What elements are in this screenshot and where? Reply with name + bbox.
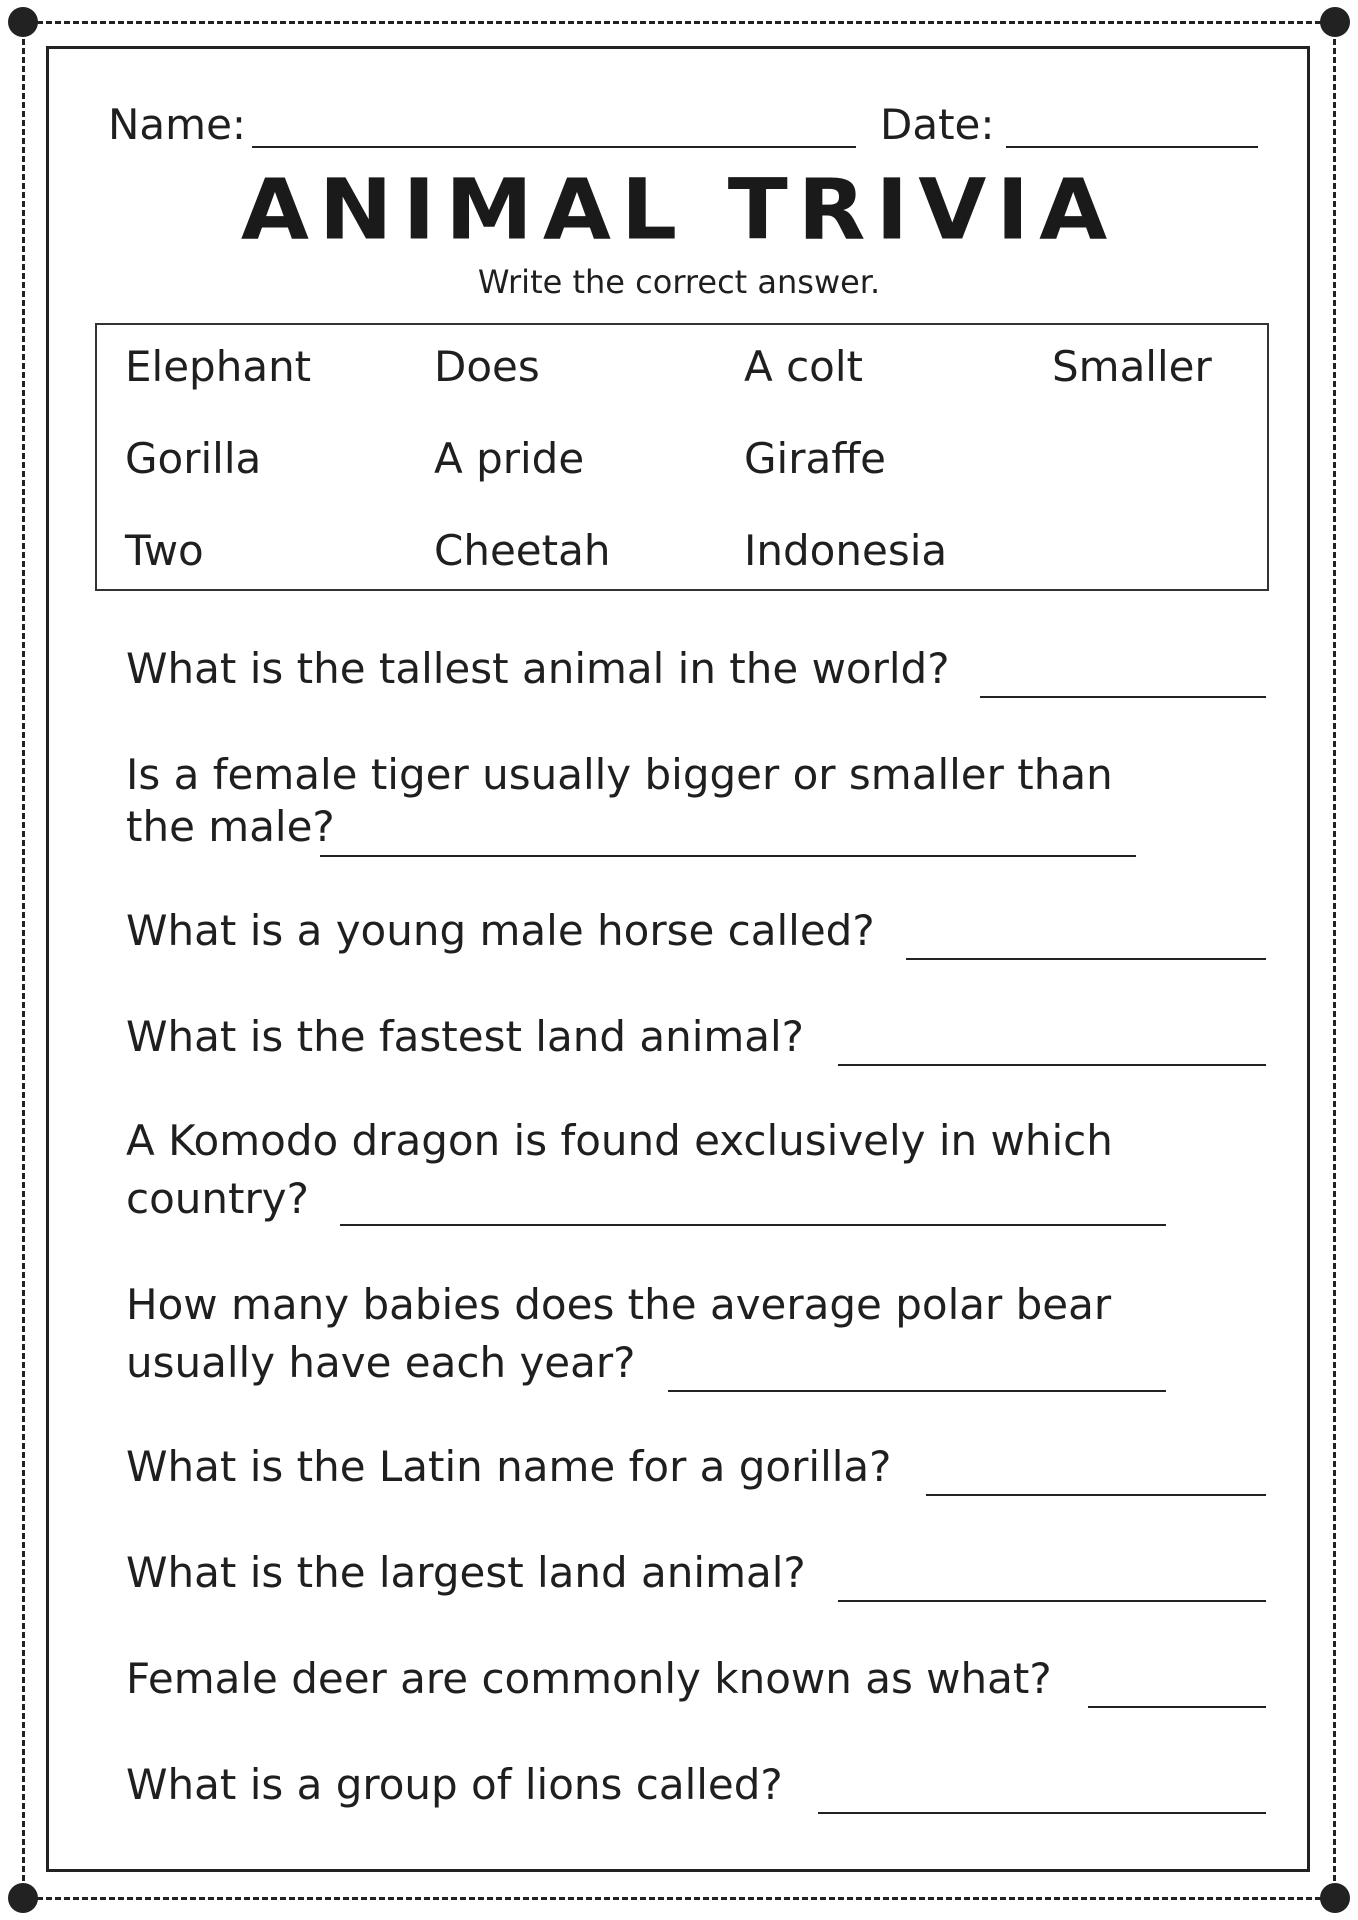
- word-bank-item: Giraffe: [744, 434, 886, 483]
- word-bank-item: Elephant: [125, 342, 312, 391]
- corner-dot-icon: [8, 7, 38, 37]
- corner-dot-icon: [8, 1883, 38, 1913]
- answer-line-2[interactable]: [320, 855, 1136, 857]
- word-bank-item: Two: [125, 526, 204, 575]
- word-bank-item: Does: [434, 342, 540, 391]
- word-bank-item: Indonesia: [744, 526, 948, 575]
- answer-line-9[interactable]: [1088, 1706, 1266, 1708]
- page-title: ANIMAL TRIVIA: [240, 160, 1118, 259]
- top-dashed-border: [28, 21, 1330, 24]
- question-7: What is the Latin name for a gorilla?: [126, 1442, 892, 1491]
- date-label: Date:: [880, 100, 995, 149]
- answer-line-5[interactable]: [340, 1224, 1166, 1226]
- word-bank-item: A pride: [434, 434, 585, 483]
- bottom-dashed-border: [28, 1897, 1330, 1900]
- answer-line-4[interactable]: [838, 1064, 1266, 1066]
- name-label: Name:: [108, 100, 247, 149]
- answer-line-10[interactable]: [818, 1812, 1266, 1814]
- question-9: Female deer are commonly known as what?: [126, 1654, 1052, 1703]
- instruction-text: Write the correct answer.: [477, 263, 881, 301]
- right-dashed-border: [1333, 30, 1336, 1890]
- word-bank-item: Cheetah: [434, 526, 611, 575]
- question-10: What is a group of lions called?: [126, 1760, 783, 1809]
- question-1: What is the tallest animal in the world?: [126, 644, 950, 693]
- corner-dot-icon: [1320, 1883, 1350, 1913]
- corner-dot-icon: [1320, 7, 1350, 37]
- question-3: What is a young male horse called?: [126, 906, 875, 955]
- answer-line-8[interactable]: [838, 1600, 1266, 1602]
- word-bank-item: Smaller: [1052, 342, 1212, 391]
- question-5-line-2: country?: [126, 1174, 309, 1223]
- question-6-line-1: How many babies does the average polar bear: [126, 1280, 1112, 1329]
- name-answer-line[interactable]: [252, 146, 856, 148]
- question-5-line-1: A Komodo dragon is found exclusively in which: [126, 1116, 1113, 1165]
- word-bank-item: A colt: [744, 342, 864, 391]
- question-2-line-1: Is a female tiger usually bigger or smaller than: [126, 750, 1113, 799]
- word-bank-item: Gorilla: [125, 434, 262, 483]
- question-2-line-2: the male?: [126, 802, 335, 851]
- question-8: What is the largest land animal?: [126, 1548, 806, 1597]
- left-dashed-border: [22, 30, 25, 1890]
- question-4: What is the fastest land animal?: [126, 1012, 804, 1061]
- answer-line-7[interactable]: [926, 1494, 1266, 1496]
- answer-line-3[interactable]: [906, 958, 1266, 960]
- answer-line-1[interactable]: [980, 696, 1266, 698]
- date-answer-line[interactable]: [1006, 146, 1258, 148]
- question-6-line-2: usually have each year?: [126, 1338, 636, 1387]
- answer-line-6[interactable]: [668, 1390, 1166, 1392]
